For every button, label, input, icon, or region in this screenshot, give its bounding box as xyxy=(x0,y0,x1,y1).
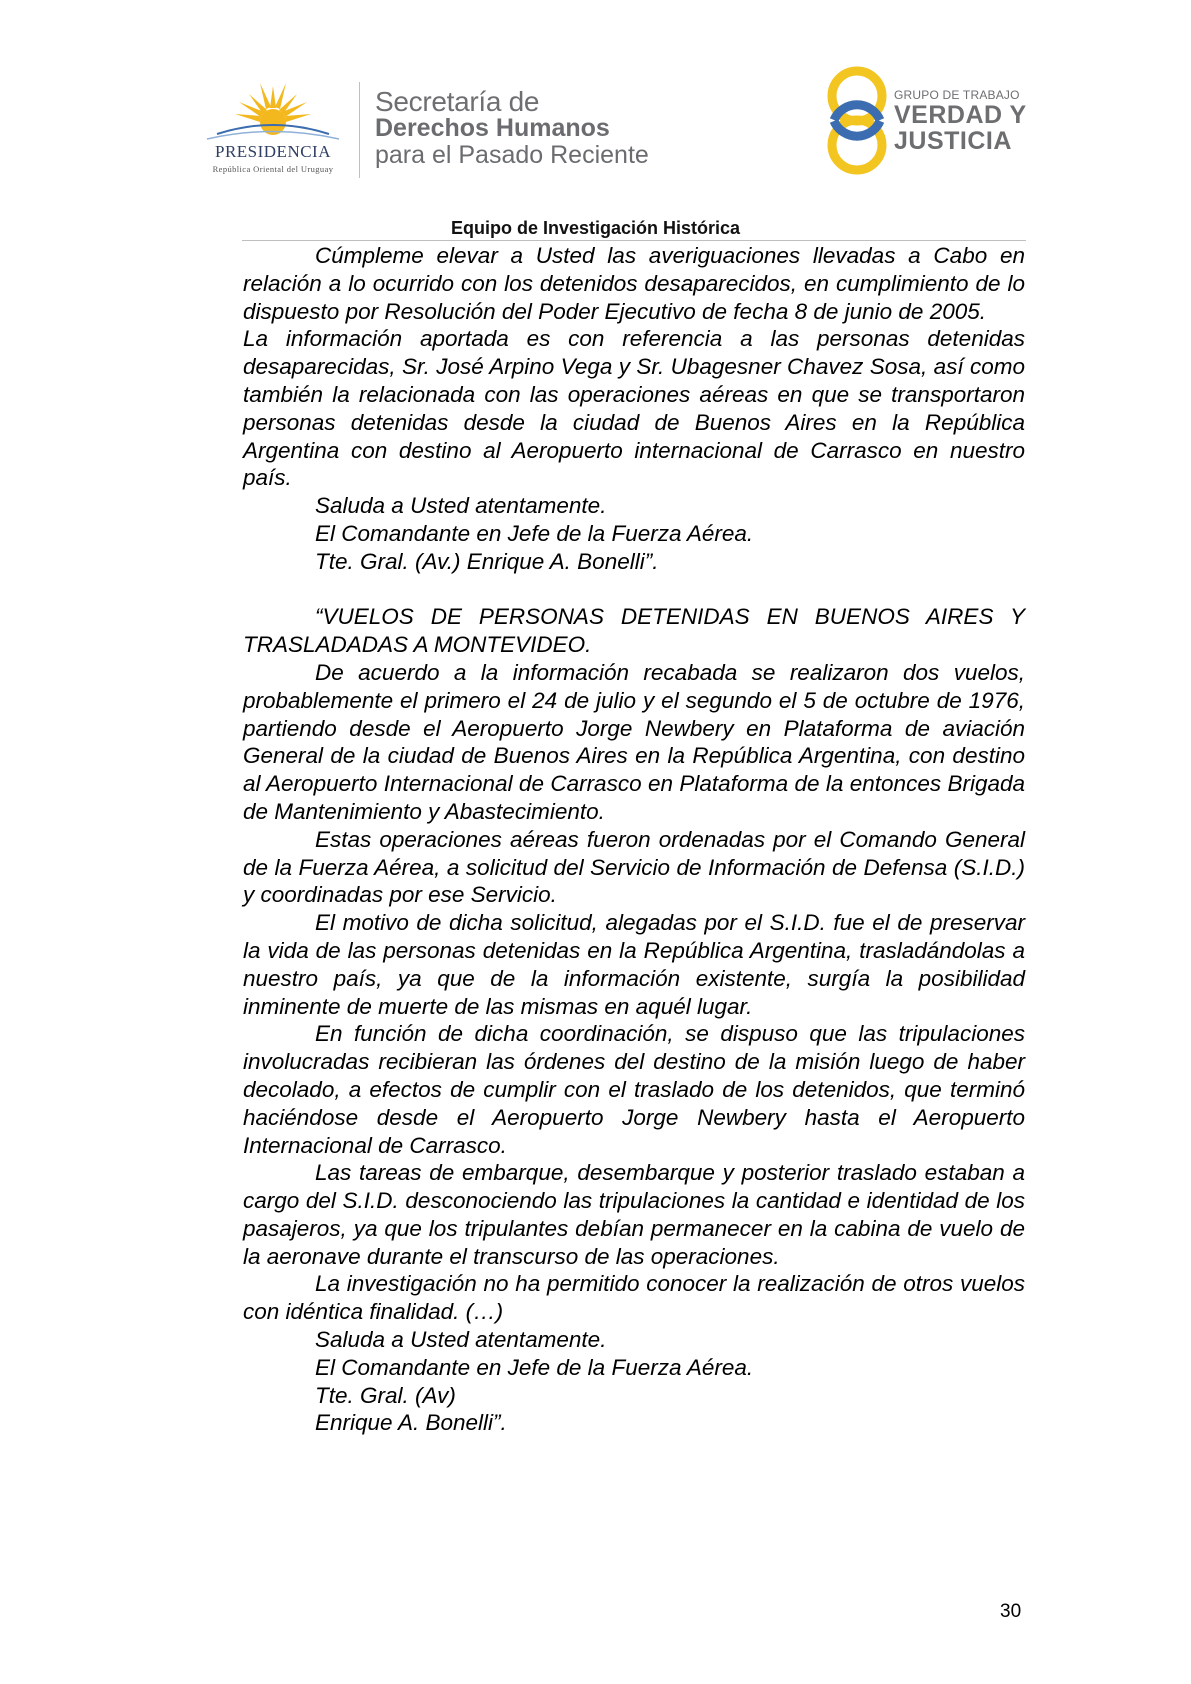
rings-icon xyxy=(822,56,892,186)
grupo-text xyxy=(894,88,1027,154)
verdad-justicia-logo xyxy=(822,56,1032,186)
grupo-line-2: VERDAD Y xyxy=(894,101,1027,129)
paragraph-5: Estas operaciones aéreas fueron ordenadas por el Comando General de la Fuerza Aérea, a solicitud del Servicio de Información de Defensa (S.I.D.) y coordinadas por ese Servicio. xyxy=(243,826,1025,908)
paragraph-6: El motivo de dicha solicitud, alegadas por el S.I.D. fue el de preservar la vida de las personas detenidas en la República Argentina, trasladándolas a nuestro país, ya que de la información existente, surgía la posibilidad inminente de muerte de las mismas en aquél lugar. xyxy=(243,910,1025,1019)
paragraph-1: Cúmpleme elevar a Usted las averiguaciones llevadas a Cabo en relación a lo ocurrido con los detenidos desaparecidos, en cumplimiento de lo dispuesto por Resolución del Poder Ejecutivo de fecha 8 de junio de 2005. xyxy=(243,243,1025,324)
header-divider xyxy=(359,82,360,178)
closing-2-signature: Enrique A. Bonelli”. xyxy=(315,1410,507,1436)
page-number: 30 xyxy=(1000,1601,1022,1622)
secretaria-title xyxy=(375,88,649,169)
secretaria-line-1: Secretaría de xyxy=(375,86,540,117)
secretaria-line-2: Derechos Humanos xyxy=(375,114,610,142)
body-text xyxy=(243,242,1025,1437)
presidencia-logo xyxy=(197,78,349,178)
closing-1-signature: Tte. Gral. (Av.) Enrique A. Bonelli”. xyxy=(315,548,659,574)
grupo-line-3: JUSTICIA xyxy=(894,127,1012,155)
closing-2-rank: Tte. Gral. (Av) xyxy=(315,1382,456,1408)
paragraph-9: La investigación no ha permitido conocer la realización de otros vuelos con idéntica finalidad. (…) xyxy=(243,1271,1025,1325)
closing-1-title: El Comandante en Jefe de la Fuerza Aérea. xyxy=(315,520,754,546)
grupo-line-1: GRUPO DE TRABAJO xyxy=(894,88,1020,102)
presidencia-subtitle: República Oriental del Uruguay xyxy=(212,164,334,174)
closing-1-greeting: Saluda a Usted atentamente. xyxy=(315,493,607,519)
secretaria-line-3: para el Pasado Reciente xyxy=(375,141,649,169)
sun-icon xyxy=(197,78,349,140)
paragraph-2: La información aportada es con referencia a las personas detenidas desaparecidas, Sr. José Arpino Vega y Sr. Ubagesner Chavez Sosa, así como también la relacionada con las operaciones aéreas en que se transportaron personas detenidas desde la ciudad de Buenos Aires en la República Argentina con destino al Aeropuerto internacional de Carrasco en nuestro país. xyxy=(243,326,1025,491)
closing-2-greeting: Saluda a Usted atentamente. xyxy=(315,1327,607,1353)
paragraph-8: Las tareas de embarque, desembarque y posterior traslado estaban a cargo del S.I.D. desconociendo las tripulaciones la cantidad e identidad de los pasajeros, ya que los tripulantes debían permanecer en la cabina de vuelo de la aeronave durante el transcurso de las operaciones. xyxy=(243,1160,1025,1269)
header-subtitle: Equipo de Investigación Histórica xyxy=(450,218,741,238)
paragraph-4: De acuerdo a la información recabada se realizaron dos vuelos, probablemente el primero el 24 de julio y el segundo el 5 de octubre de 1976, partiendo desde el Aeropuerto Jorge Newbery en Plataforma de aviación General de la ciudad de Buenos Aires en la República Argentina, con destino al Aeropuerto Internacional de Carrasco en Plataforma de la entonces Brigada de Mantenimiento y Abastecimiento. xyxy=(243,659,1025,824)
paragraph-7: En función de dicha coordinación, se dispuso que las tripulaciones involucradas recibieran las órdenes del destino de la misión luego de haber decolado, a efectos de cumplir con el traslado de los detenidos, que terminó haciéndose desde el Aeropuerto Jorge Newbery hasta el Aeropuerto Internacional de Carrasco. xyxy=(243,1021,1025,1158)
closing-2-title: El Comandante en Jefe de la Fuerza Aérea. xyxy=(315,1354,754,1380)
section-heading: “VUELOS DE PERSONAS DETENIDAS EN BUENOS AIRES Y TRASLADADAS A MONTEVIDEO. xyxy=(243,604,1025,658)
spacer xyxy=(243,576,1025,604)
header-rule xyxy=(242,240,1026,241)
presidencia-name: PRESIDENCIA xyxy=(214,142,331,161)
